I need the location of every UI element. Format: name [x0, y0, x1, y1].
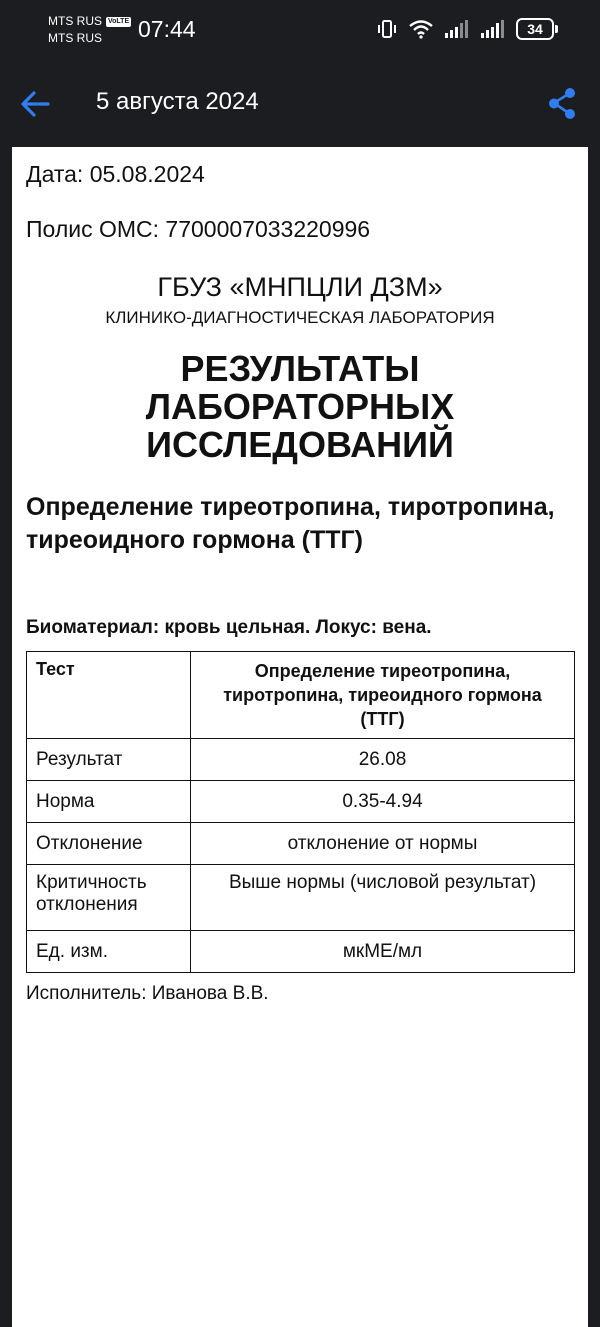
- biomaterial-line: Биоматериал: кровь цельная. Локус: вена.: [26, 617, 432, 638]
- header-label: Тест: [27, 652, 191, 739]
- battery-icon: 34: [516, 18, 554, 40]
- carrier-1-label: MTS RUS: [48, 14, 102, 28]
- lab-result-document: [12, 147, 588, 1327]
- share-button[interactable]: [545, 86, 579, 122]
- row-value: мкМЕ/мл: [191, 931, 575, 973]
- back-arrow-icon: [18, 84, 52, 124]
- page-title: 5 августа 2024: [96, 88, 259, 115]
- row-value: отклонение от нормы: [191, 823, 575, 865]
- table-row: [27, 739, 575, 781]
- table-row: [27, 781, 575, 823]
- date-line: Дата: 05.08.2024: [26, 161, 205, 187]
- wifi-icon: [408, 19, 434, 39]
- row-value: 0.35-4.94: [191, 781, 575, 823]
- signal-icon-2: [480, 19, 506, 39]
- row-value: 26.08: [191, 739, 575, 781]
- test-name-heading: Определение тиреотропина, тиротропина, тиреоидного гормона (ТТГ): [26, 493, 555, 554]
- table-row: [27, 865, 575, 931]
- carrier-2-label: MTS RUS: [48, 31, 102, 45]
- status-time: 07:44: [138, 16, 196, 42]
- row-label: Результат: [27, 739, 191, 781]
- document-title: [12, 350, 588, 464]
- row-label: Критичность отклонения: [27, 865, 191, 931]
- volte-badge: VoLTE: [108, 17, 130, 25]
- executor-line: Исполнитель: Иванова В.В.: [26, 983, 269, 1004]
- title-line-2: ЛАБОРАТОРНЫХ: [145, 386, 455, 427]
- share-icon: [545, 86, 579, 122]
- vibrate-icon: [376, 18, 398, 40]
- policy-line: Полис ОМС: 7700007033220996: [26, 216, 371, 242]
- table-header-row: [27, 652, 575, 739]
- row-label: Норма: [27, 781, 191, 823]
- signal-icon: [444, 19, 470, 39]
- status-bar: [0, 0, 600, 62]
- carrier-info: [48, 13, 131, 47]
- row-label: Ед. изм.: [27, 931, 191, 973]
- title-line-3: ИССЛЕДОВАНИЙ: [146, 424, 454, 465]
- row-label: Отклонение: [27, 823, 191, 865]
- title-line-1: РЕЗУЛЬТАТЫ: [180, 348, 420, 389]
- table-row: [27, 823, 575, 865]
- status-icons: [376, 18, 554, 40]
- table-row: [27, 931, 575, 973]
- results-table: [26, 651, 575, 973]
- row-value: Выше нормы (числовой результат): [191, 865, 575, 931]
- header-value: Определение тиреотропина, тиротропина, тиреоидного гормона (ТТГ): [191, 652, 575, 739]
- app-bar: [0, 62, 600, 146]
- org-subtitle: КЛИНИКО-ДИАГНОСТИЧЕСКАЯ ЛАБОРАТОРИЯ: [105, 308, 495, 327]
- org-name: ГБУЗ «МНПЦЛИ ДЗМ»: [157, 272, 443, 302]
- back-button[interactable]: [18, 84, 52, 124]
